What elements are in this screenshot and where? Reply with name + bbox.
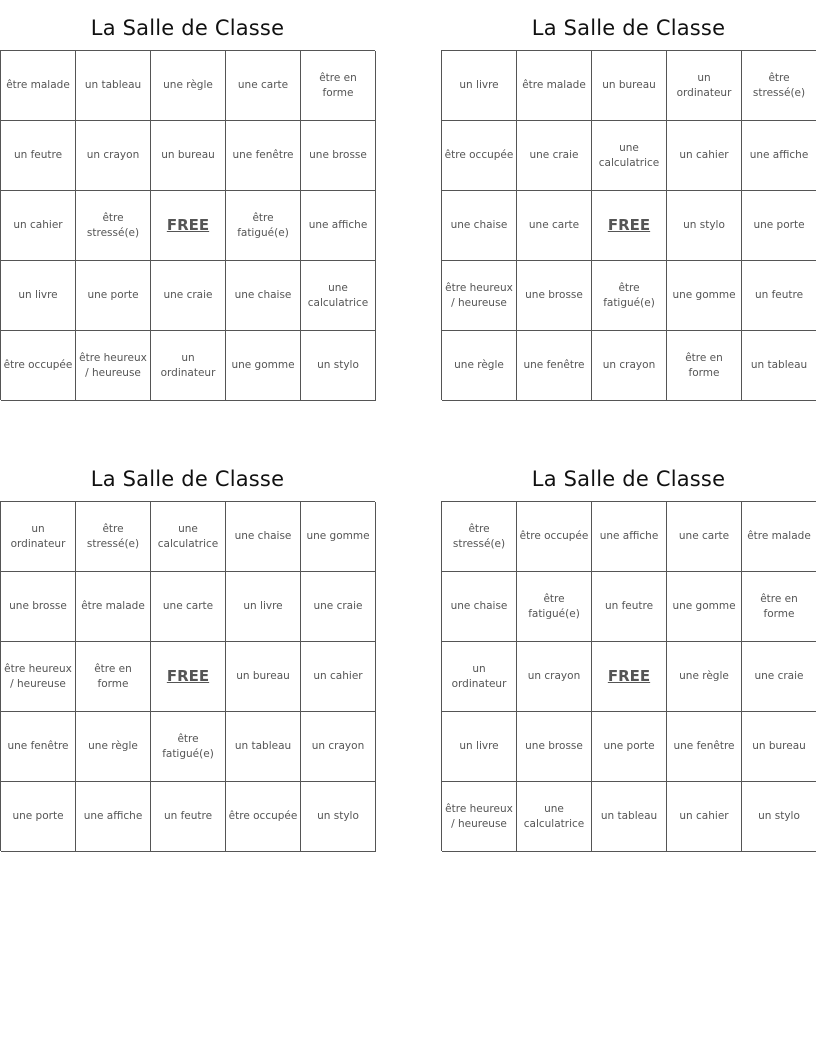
bingo-cell: une craie [151, 261, 226, 331]
bingo-cell: une craie [301, 572, 376, 642]
bingo-cell: une craie [742, 642, 816, 712]
bingo-cell: être fatigué(e) [592, 261, 667, 331]
bingo-card-1 [0, 10, 375, 379]
bingo-cell: un feutre [1, 121, 76, 191]
bingo-cell: un livre [226, 572, 301, 642]
bingo-cell: un cahier [667, 121, 742, 191]
bingo-card-4 [441, 461, 816, 830]
bingo-cell: être fatigué(e) [151, 712, 226, 782]
bingo-cell: être malade [742, 502, 816, 572]
bingo-cell: un feutre [592, 572, 667, 642]
bingo-cell: un tableau [226, 712, 301, 782]
bingo-cell: un crayon [517, 642, 592, 712]
bingo-cell: un ordinateur [1, 502, 76, 572]
bingo-cell: un stylo [667, 191, 742, 261]
bingo-cell: un cahier [301, 642, 376, 712]
bingo-cell: être occupée [442, 121, 517, 191]
bingo-cell: une règle [76, 712, 151, 782]
bingo-cell: une craie [517, 121, 592, 191]
free-space-cell: FREE [151, 642, 226, 712]
card-title: La Salle de Classe [90, 467, 285, 491]
bingo-cell: une brosse [1, 572, 76, 642]
bingo-cell: une porte [1, 782, 76, 852]
bingo-cell: être en forme [76, 642, 151, 712]
bingo-cell: une porte [742, 191, 816, 261]
bingo-cell: une gomme [301, 502, 376, 572]
bingo-cell: une calculatrice [592, 121, 667, 191]
bingo-cell: être en forme [742, 572, 816, 642]
bingo-cell: une gomme [226, 331, 301, 401]
bingo-cell: être en forme [667, 331, 742, 401]
bingo-grid [441, 501, 816, 851]
bingo-cell: une porte [76, 261, 151, 331]
bingo-cell: une chaise [442, 191, 517, 261]
free-space-cell: FREE [592, 191, 667, 261]
bingo-cell: une calculatrice [301, 261, 376, 331]
bingo-cell: un livre [442, 51, 517, 121]
bingo-cell: une règle [667, 642, 742, 712]
bingo-cell: un tableau [742, 331, 816, 401]
bingo-cell: être occupée [517, 502, 592, 572]
bingo-cell: une règle [151, 51, 226, 121]
bingo-cell: être malade [76, 572, 151, 642]
bingo-cell: une gomme [667, 261, 742, 331]
bingo-cell: une calculatrice [151, 502, 226, 572]
bingo-cell: être heureux / heureuse [442, 261, 517, 331]
bingo-cell: un crayon [592, 331, 667, 401]
bingo-cell: être malade [517, 51, 592, 121]
bingo-card-3 [0, 461, 375, 822]
bingo-cell: un bureau [592, 51, 667, 121]
bingo-cell: être occupée [1, 331, 76, 401]
bingo-cell: une porte [592, 712, 667, 782]
bingo-cell: un ordinateur [151, 331, 226, 401]
bingo-cell: un tableau [76, 51, 151, 121]
bingo-cell: une chaise [442, 572, 517, 642]
bingo-cell: un stylo [742, 782, 816, 852]
bingo-cell: une carte [151, 572, 226, 642]
bingo-cell: une calculatrice [517, 782, 592, 852]
bingo-cell: être heureux / heureuse [76, 331, 151, 401]
bingo-cell: être stressé(e) [76, 191, 151, 261]
free-space-cell: FREE [151, 191, 226, 261]
bingo-cell: une fenêtre [226, 121, 301, 191]
bingo-cell: être heureux / heureuse [1, 642, 76, 712]
bingo-cell: une fenêtre [1, 712, 76, 782]
bingo-cell: un crayon [76, 121, 151, 191]
bingo-cell: être fatigué(e) [517, 572, 592, 642]
bingo-cell: une carte [226, 51, 301, 121]
bingo-cell: un livre [1, 261, 76, 331]
bingo-cell: un bureau [742, 712, 816, 782]
bingo-cell: être fatigué(e) [226, 191, 301, 261]
bingo-cell: une brosse [517, 261, 592, 331]
bingo-cell: une affiche [76, 782, 151, 852]
bingo-cell: une brosse [301, 121, 376, 191]
bingo-cell: une carte [667, 502, 742, 572]
bingo-cell: une affiche [742, 121, 816, 191]
bingo-grid [441, 50, 816, 400]
bingo-cell: un cahier [1, 191, 76, 261]
bingo-cell: un crayon [301, 712, 376, 782]
bingo-cell: une règle [442, 331, 517, 401]
card-title: La Salle de Classe [531, 16, 726, 40]
bingo-grid [0, 50, 375, 400]
bingo-cell: un bureau [151, 121, 226, 191]
bingo-cell: un tableau [592, 782, 667, 852]
bingo-cell: un feutre [742, 261, 816, 331]
bingo-cell: être malade [1, 51, 76, 121]
bingo-cell: une gomme [667, 572, 742, 642]
bingo-cell: être stressé(e) [442, 502, 517, 572]
bingo-card-2 [441, 10, 816, 379]
bingo-cell: être occupée [226, 782, 301, 852]
free-space-cell: FREE [592, 642, 667, 712]
bingo-cell: un stylo [301, 331, 376, 401]
bingo-cell: une fenêtre [667, 712, 742, 782]
bingo-cell: un bureau [226, 642, 301, 712]
bingo-cell: une brosse [517, 712, 592, 782]
bingo-cell: un ordinateur [667, 51, 742, 121]
bingo-cell: un stylo [301, 782, 376, 852]
bingo-cell: un livre [442, 712, 517, 782]
card-title: La Salle de Classe [531, 467, 726, 491]
bingo-cell: une chaise [226, 261, 301, 331]
bingo-cell: une affiche [592, 502, 667, 572]
bingo-cell: un feutre [151, 782, 226, 852]
bingo-cell: un cahier [667, 782, 742, 852]
bingo-grid [0, 501, 375, 851]
bingo-cell: un ordinateur [442, 642, 517, 712]
bingo-cell: être stressé(e) [742, 51, 816, 121]
bingo-cell: être heureux / heureuse [442, 782, 517, 852]
bingo-cell: une affiche [301, 191, 376, 261]
bingo-cell: être en forme [301, 51, 376, 121]
card-title: La Salle de Classe [90, 16, 285, 40]
bingo-cell: une chaise [226, 502, 301, 572]
bingo-cell: une carte [517, 191, 592, 261]
bingo-cell: être stressé(e) [76, 502, 151, 572]
bingo-cell: une fenêtre [517, 331, 592, 401]
